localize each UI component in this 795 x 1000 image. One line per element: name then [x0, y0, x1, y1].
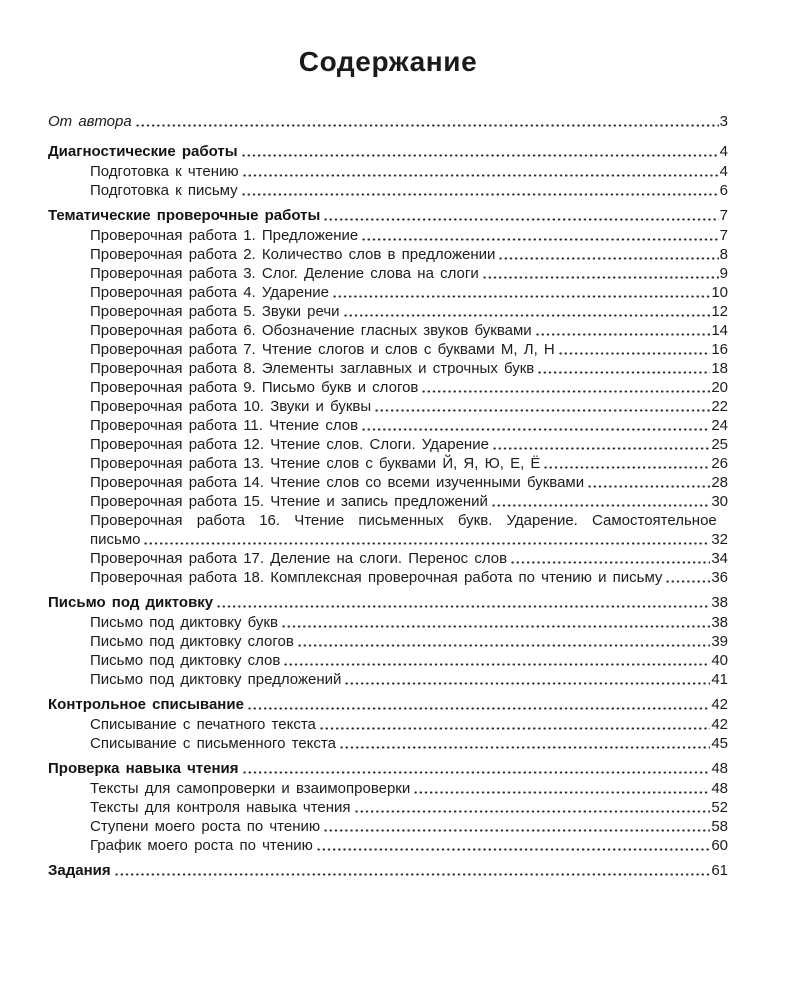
toc-dot-leader [587, 473, 710, 492]
toc-entry-label: Списывание с печатного текста [90, 716, 316, 733]
toc-entry-label: Списывание с письменного текста [90, 735, 336, 752]
toc-entry [48, 613, 728, 632]
toc-dot-leader [319, 715, 710, 734]
toc-entry-label: Письмо под диктовку слогов [90, 633, 294, 650]
toc-dot-leader [482, 264, 719, 283]
toc-dot-leader [241, 181, 719, 200]
toc-dot-leader [242, 759, 711, 778]
toc-dot-leader [281, 613, 710, 632]
toc-entry-page: 38 [711, 614, 728, 631]
toc-entry-page: 14 [711, 322, 728, 339]
toc-entry [48, 492, 728, 511]
toc-entry [48, 181, 728, 200]
toc-entry [48, 454, 728, 473]
toc-entry-label: Проверочная работа 3. Слог. Деление слова на слоги [90, 265, 479, 282]
toc-entry-label: Проверочная работа 1. Предложение [90, 227, 359, 244]
toc-dot-leader [361, 226, 718, 245]
toc-entry-label: Проверочная работа 12. Чтение слов. Слоги. Ударение [90, 436, 489, 453]
toc-entry-label: От автора [48, 113, 132, 130]
toc-dot-leader [354, 798, 711, 817]
toc-entry-page: 24 [711, 417, 728, 434]
toc-entry-label: Задания [48, 862, 111, 879]
toc-entry-page: 9 [719, 265, 728, 282]
toc-dot-leader [339, 734, 710, 753]
toc-entry-label: График моего роста по чтению [90, 837, 313, 854]
toc-entry-page: 40 [711, 652, 728, 669]
toc-entry [48, 264, 728, 283]
toc-entry-page: 3 [719, 113, 728, 130]
toc-dot-leader [558, 340, 711, 359]
toc-entry-label: Письмо под диктовку [48, 594, 214, 611]
toc-entry-page: 52 [711, 799, 728, 816]
toc-entry [48, 779, 728, 798]
toc-section-entry [48, 206, 728, 225]
toc-entry-page: 61 [711, 862, 728, 879]
toc-dot-leader [242, 162, 719, 181]
toc-dot-leader [361, 416, 710, 435]
toc-entry-label: Проверочная работа 6. Обозначение гласных звуков буквами [90, 322, 532, 339]
toc-entry [48, 651, 728, 670]
toc-entry-label: Проверочная работа 13. Чтение слов с буквами Й, Я, Ю, Е, Ё [90, 455, 541, 472]
toc-entry-label: Письмо под диктовку букв [90, 614, 278, 631]
toc-entry [48, 226, 728, 245]
toc-dot-leader [374, 397, 710, 416]
toc-entry-label: Проверочная работа 2. Количество слов в предложении [90, 246, 496, 263]
toc-dot-leader [343, 302, 711, 321]
toc-dot-leader [413, 779, 710, 798]
toc-entry-page: 45 [711, 735, 728, 752]
toc-entry-page: 4 [719, 143, 728, 160]
toc-entry-page: 7 [719, 227, 728, 244]
toc-entry [48, 162, 728, 181]
toc-dot-leader [323, 817, 710, 836]
toc-dot-leader [316, 836, 710, 855]
toc-entry-label: Проверочная работа 16. Чтение письменных букв. Ударение. Самостоятельное [90, 512, 717, 529]
toc-entry-page: 8 [719, 246, 728, 263]
toc-dot-leader [332, 283, 710, 302]
toc-entry-label: письмо [90, 531, 141, 548]
toc-entry [48, 473, 728, 492]
toc-entry-page: 48 [711, 760, 728, 777]
page-title: Содержание [298, 46, 478, 77]
toc-entry-label: Проверочная работа 17. Деление на слоги. Перенос слов [90, 550, 508, 567]
toc-entry-page: 38 [711, 594, 728, 611]
toc-dot-leader [421, 378, 710, 397]
toc-entry-label: Проверочная работа 9. Письмо букв и слогов [90, 379, 419, 396]
toc-dot-leader [114, 861, 711, 880]
toc-dot-leader [510, 549, 710, 568]
toc-dot-leader [492, 435, 710, 454]
toc-dot-leader [535, 321, 711, 340]
toc-section-entry [48, 861, 728, 880]
toc-dot-leader [297, 632, 710, 651]
toc-entry [48, 817, 728, 836]
toc-entry-page: 60 [711, 837, 728, 854]
toc-dot-leader [283, 651, 710, 670]
toc-entry-label: Подготовка к письму [90, 182, 238, 199]
toc-dot-leader [247, 695, 710, 714]
toc-entry-label: Письмо под диктовку слов [90, 652, 281, 669]
toc-dot-leader [665, 568, 710, 587]
toc-entry-page: 4 [719, 163, 728, 180]
toc-entry-label: Проверочная работа 5. Звуки речи [90, 303, 340, 320]
toc-entry [48, 734, 728, 753]
toc-dot-leader [491, 492, 710, 511]
toc-entry [48, 836, 728, 855]
toc-entry-label: Подготовка к чтению [90, 163, 239, 180]
toc-entry-page: 32 [711, 531, 728, 548]
toc-entry-page: 58 [711, 818, 728, 835]
toc-list [48, 112, 728, 880]
toc-dot-leader [241, 142, 719, 161]
toc-entry [48, 798, 728, 817]
toc-entry-page: 16 [711, 341, 728, 358]
toc-entry [48, 416, 728, 435]
toc-section-entry [48, 759, 728, 778]
toc-entry-page: 41 [711, 671, 728, 688]
toc-entry-page: 18 [711, 360, 728, 377]
toc-entry-label: Тексты для самопроверки и взаимопроверки [90, 780, 411, 797]
toc-entry-page: 7 [719, 207, 728, 224]
toc-entry-page: 25 [711, 436, 728, 453]
toc-section-entry [48, 593, 728, 612]
toc-entry-label: Диагностические работы [48, 143, 238, 160]
toc-entry-page: 20 [711, 379, 728, 396]
toc-dot-leader [537, 359, 710, 378]
toc-section-entry [48, 695, 728, 714]
toc-entry-label: Проверочная работа 15. Чтение и запись предложений [90, 493, 488, 510]
toc-entry-page: 10 [711, 284, 728, 301]
toc-entry-page: 42 [711, 716, 728, 733]
toc-entry-label: Проверочная работа 18. Комплексная проверочная работа по чтению и письму [90, 569, 663, 586]
toc-entry [48, 340, 728, 359]
toc-entry-page: 12 [711, 303, 728, 320]
toc-section-entry [48, 142, 728, 161]
toc-entry-label: Проверочная работа 8. Элементы заглавных и строчных букв [90, 360, 535, 377]
toc-entry-label: Контрольное списывание [48, 696, 244, 713]
toc-entry [48, 321, 728, 340]
toc-entry [48, 359, 728, 378]
toc-entry-page: 34 [711, 550, 728, 567]
toc-entry [48, 715, 728, 734]
toc-entry [48, 632, 728, 651]
toc-entry-page: 36 [711, 569, 728, 586]
toc-entry-label: Проверочная работа 7. Чтение слогов и слов с буквами М, Л, Н [90, 341, 555, 358]
toc-entry-label: Проверочная работа 10. Звуки и буквы [90, 398, 372, 415]
toc-entry [48, 378, 728, 397]
toc-entry-page: 28 [711, 474, 728, 491]
toc-entry [48, 245, 728, 264]
toc-entry-label: Тексты для контроля навыка чтения [90, 799, 351, 816]
toc-entry-page: 22 [711, 398, 728, 415]
toc-entry [48, 435, 728, 454]
toc-entry [48, 549, 728, 568]
toc-entry-label: Тематические проверочные работы [48, 207, 321, 224]
toc-entry-page: 48 [711, 780, 728, 797]
toc-dot-leader [323, 206, 718, 225]
toc-entry [48, 670, 728, 689]
toc-entry-label: Проверочная работа 4. Ударение [90, 284, 330, 301]
toc-entry-page: 26 [711, 455, 728, 472]
toc-entry-page: 30 [711, 493, 728, 510]
toc-entry [48, 397, 728, 416]
toc-entry [48, 112, 728, 131]
toc-entry [48, 302, 728, 321]
toc-dot-leader [143, 530, 710, 549]
toc-entry-page: 42 [711, 696, 728, 713]
toc-dot-leader [216, 593, 710, 612]
toc-dot-leader [344, 670, 710, 689]
toc-entry-page: 6 [719, 182, 728, 199]
toc-entry-label: Проверочная работа 14. Чтение слов со всеми изученными буквами [90, 474, 585, 491]
toc-entry-label: Проверочная работа 11. Чтение слов [90, 417, 359, 434]
toc-dot-leader [498, 245, 718, 264]
toc-entry-label: Проверка навыка чтения [48, 760, 239, 777]
toc-entry [48, 283, 728, 302]
toc-entry [48, 568, 728, 587]
toc-entry-page: 39 [711, 633, 728, 650]
toc-entry-continuation-line [48, 530, 728, 549]
toc-entry [48, 511, 728, 530]
toc-entry-label: Ступени моего роста по чтению [90, 818, 321, 835]
toc-dot-leader [543, 454, 710, 473]
toc-dot-leader [135, 112, 719, 131]
toc-entry-label: Письмо под диктовку предложений [90, 671, 342, 688]
